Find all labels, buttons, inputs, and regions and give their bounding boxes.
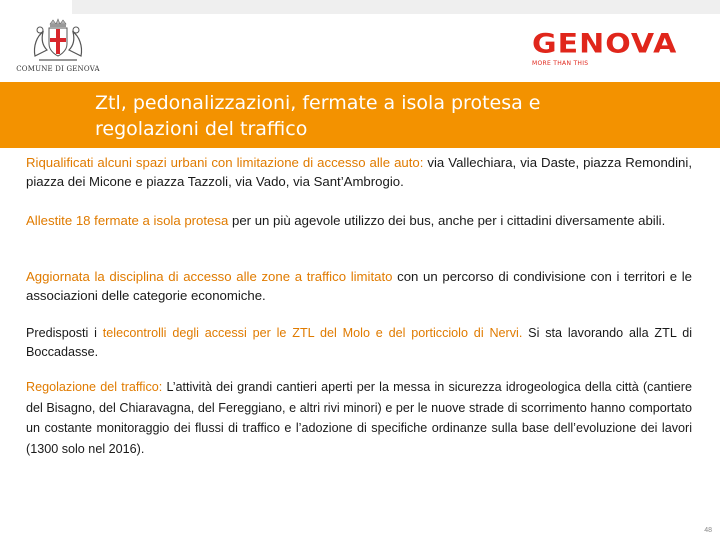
brand-tagline: MORE THAN THIS [532, 60, 589, 67]
title-line-1: Ztl, pedonalizzazioni, fermate a isola protesa e [95, 92, 541, 114]
page-number: 48 [704, 527, 712, 534]
paragraph-restricted-areas [26, 153, 692, 191]
paragraph-highlight: Aggiornata la disciplina di accesso alle zone a traffico limitato [26, 269, 393, 284]
paragraph-text: per un più agevole utilizzo dei bus, anche per i cittadini diversamente abili. [228, 213, 666, 228]
paragraph-ztl-discipline [26, 267, 692, 305]
genova-brand-logo [532, 30, 708, 72]
title-line-2: regolazioni del traffico [95, 118, 308, 140]
brand-name: GENOVA [532, 28, 678, 60]
paragraph-traffic-regulation [26, 377, 692, 459]
page-title [95, 90, 655, 142]
paragraph-prefix: Predisposti i [26, 326, 103, 340]
paragraph-text: Si sta lavorando alla ZTL di Boccadasse. [26, 326, 692, 359]
paragraph-bus-stops [26, 211, 665, 230]
title-bar [0, 82, 720, 148]
city-logo [14, 18, 102, 82]
coat-of-arms-icon [29, 18, 87, 64]
paragraph-highlight: Regolazione del traffico: [26, 380, 163, 394]
top-band [72, 0, 720, 14]
paragraph-highlight: telecontrolli degli accessi per le ZTL del Molo e del porticciolo di Nervi. [102, 326, 523, 340]
city-logo-text: COMUNE DI GENOVA [16, 65, 100, 73]
paragraph-text: con un percorso di condivisione con i territori e le associazioni delle categorie economiche. [26, 269, 692, 303]
paragraph-text: via Vallechiara, via Daste, piazza Remondini, piazza dei Micone e piazza Tazzoli, via Vado, via Sant’Ambrogio. [26, 155, 692, 189]
paragraph-telecontrols [26, 324, 692, 362]
paragraph-text: L’attività dei grandi cantieri aperti per la messa in sicurezza idrogeologica della città (cantiere del Bisagno, del Chiaravagna, del Fereggiano, e altri rivi minori) e per le nuove strade di scorrimento hanno comportato un costante monitoraggio dei flussi di traffico e l’adozione di specifiche ordinanze sulla base dell’evoluzione dei lavori (1300 solo nel 2016). [26, 380, 692, 456]
paragraph-highlight: Riqualificati alcuni spazi urbani con limitazione di accesso alle auto: [26, 155, 424, 170]
paragraph-highlight: Allestite 18 fermate a isola protesa [26, 213, 229, 228]
